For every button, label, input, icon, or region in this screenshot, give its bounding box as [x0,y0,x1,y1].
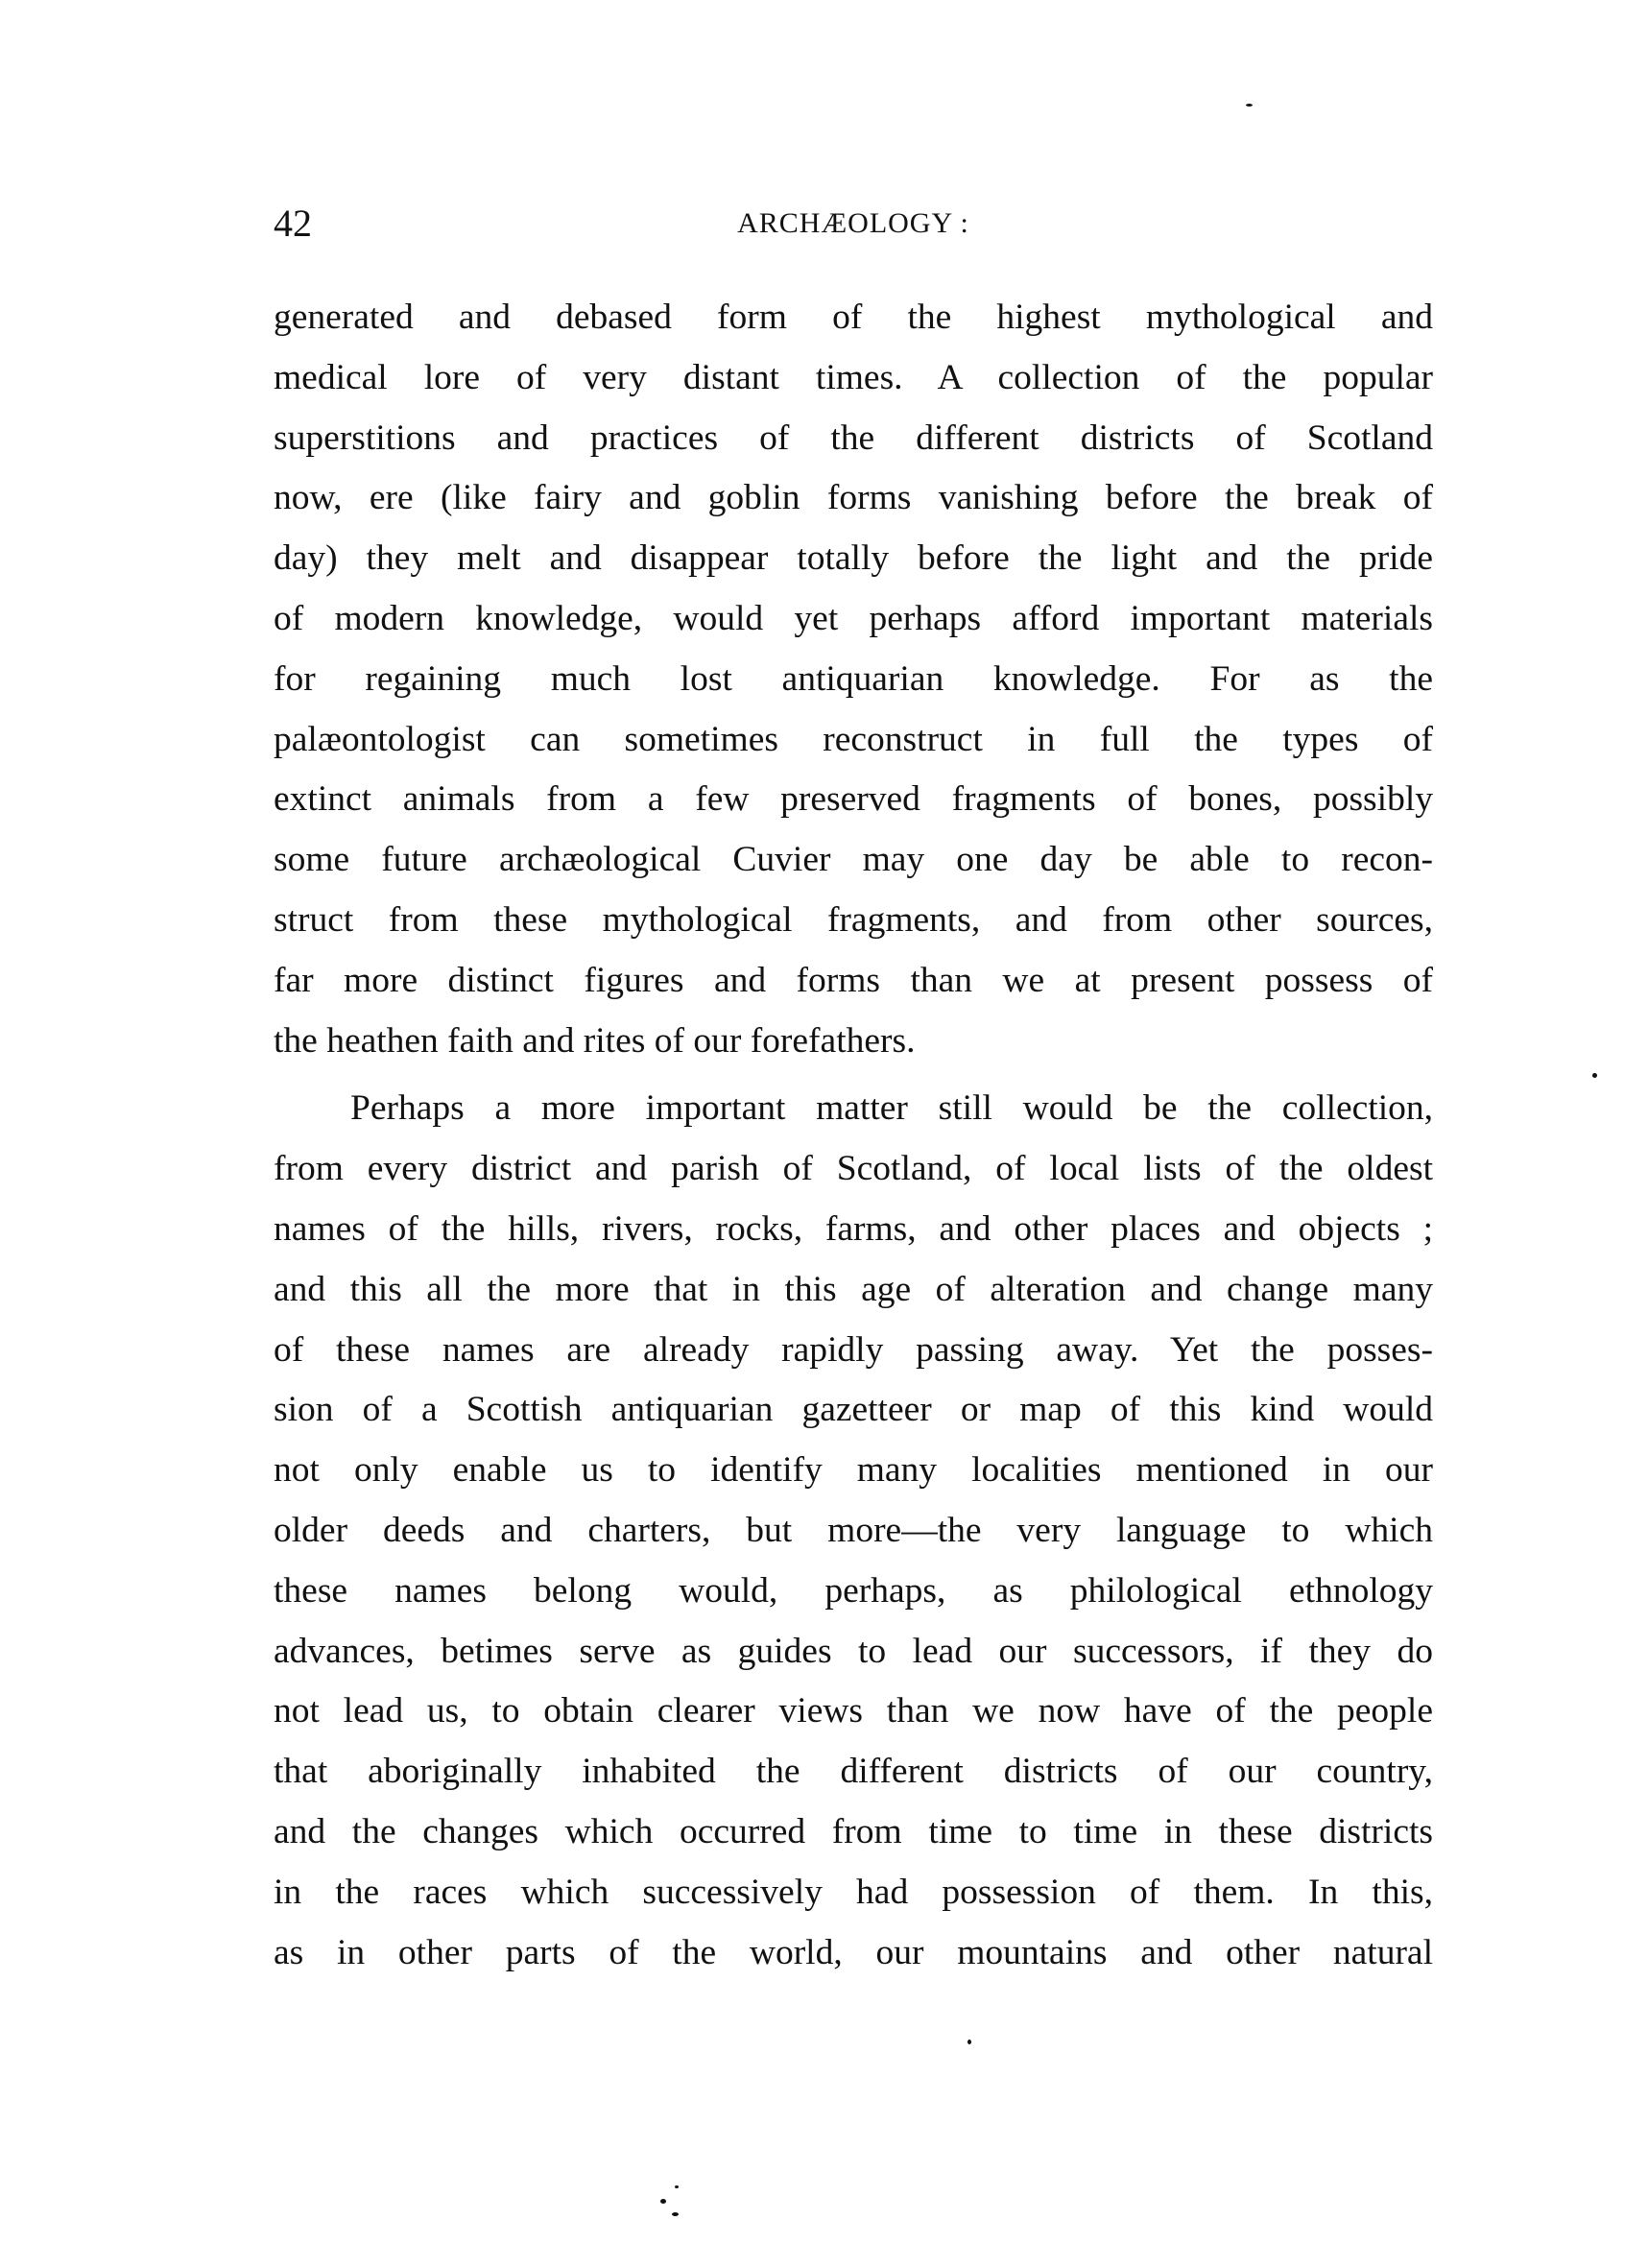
scan-speck [660,2199,666,2204]
text-line: day) they melt and disappear totally before the light and the pride [274,538,1433,579]
text-line: in the races which successively had possession of them. In this, [274,1872,1433,1912]
scan-speck [967,2040,971,2044]
text-line: extinct animals from a few preserved fragments of bones, possibly [274,779,1433,820]
text-line: and this all the more that in this age of alteration and change many [274,1269,1433,1309]
text-line: that aboriginally inhabited the different districts of our country, [274,1752,1433,1792]
text-line: Perhaps a more important matter still would be the collection, [350,1088,1433,1129]
scan-speck [672,2212,679,2216]
text-line: from every district and parish of Scotland, of local lists of the oldest [274,1149,1433,1189]
running-head [274,200,1433,248]
text-line: older deeds and charters, but more—the very language to which [274,1510,1433,1550]
running-title: ARCHÆOLOGY : [737,207,969,239]
text-line: superstitions and practices of the different districts of Scotland [274,418,1433,458]
paragraph-2 [274,1079,1433,1983]
text-line: far more distinct figures and forms than we at present possess of [274,960,1433,1000]
text-line: sion of a Scottish antiquarian gazetteer or map of this kind would [274,1390,1433,1430]
text-line: advances, betimes serve as guides to lead our successors, if they do [274,1631,1433,1671]
paragraph-1 [274,288,1433,1071]
body-text [274,288,1433,1983]
text-line: of modern knowledge, would yet perhaps afford important materials [274,598,1433,638]
text-line: medical lore of very distant times. A collection of the popular [274,357,1433,397]
text-line: of these names are already rapidly passing away. Yet the posses- [274,1329,1433,1370]
text-line: generated and debased form of the highest mythological and [274,298,1433,337]
text-line: these names belong would, perhaps, as philological ethnology [274,1570,1433,1611]
text-line: names of the hills, rivers, rocks, farms, and other places and objects ; [274,1208,1433,1249]
text-line: for regaining much lost antiquarian knowledge. For as the [274,658,1433,699]
scan-speck [1246,104,1253,107]
text-line: struct from these mythological fragments, and from other sources, [274,899,1433,940]
text-line: now, ere (like fairy and goblin forms vanishing before the break of [274,478,1433,518]
paragraph-gap [274,1071,1433,1079]
text-line: palæontologist can sometimes reconstruct in full the types of [274,719,1433,759]
text-line: and the changes which occurred from time to time in these districts [274,1811,1433,1851]
scan-speck [675,2185,679,2188]
text-line: as in other parts of the world, our mountains and other natural [274,1932,1433,1972]
page-number: 42 [274,202,312,245]
text-line: the heathen faith and rites of our forefathers. [274,1020,916,1061]
text-line: not lead us, to obtain clearer views than we now have of the people [274,1691,1433,1731]
text-line: not only enable us to identify many localities mentioned in our [274,1450,1433,1491]
scan-speck [1592,1073,1597,1078]
text-line: some future archæological Cuvier may one day be able to recon- [274,840,1433,880]
